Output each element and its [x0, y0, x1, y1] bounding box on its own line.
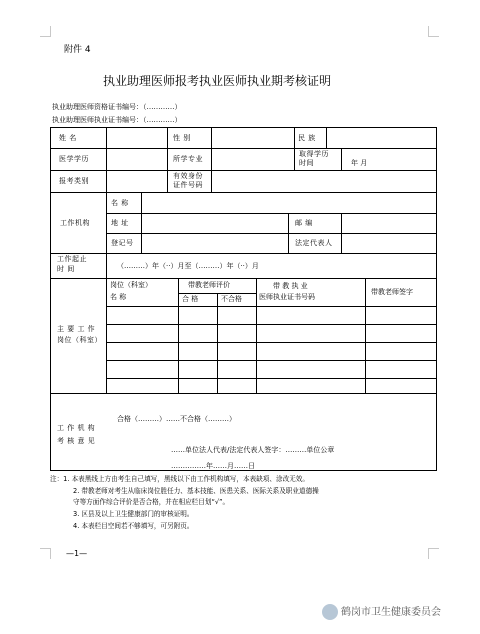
label-org-registration: 登记号: [111, 239, 134, 247]
opinion-date: ……………年……月……日: [171, 462, 255, 470]
opinion-signature: ……单位法人代表/法定代表人签字：………单位公章: [171, 446, 335, 454]
work-period-value: （………）年（··）月至（………）年（··）月: [117, 262, 259, 270]
note-1: 2. 带教老师对考生从临床岗位胜任力、基本技能、医患关系、医际关系及职业道德操: [73, 487, 319, 495]
assessment-table: [50, 127, 437, 471]
note-2: 3. 区县及以上卫生健康部门的审核证明。: [73, 510, 194, 518]
col-post-2: 名 称: [110, 293, 127, 301]
grad-year-month: 年 月: [351, 159, 368, 167]
crop-mark-bottom-right: [428, 548, 439, 559]
crop-mark-top-right: [428, 26, 439, 37]
opinion-pass-fail: 合格（………）……不合格（………）: [117, 415, 236, 423]
label-gender: 性 别: [173, 134, 191, 142]
label-org-postcode: 邮 编: [295, 219, 313, 227]
qualification-cert-line: 执业助理医师资格证书编号：（…………）: [52, 103, 182, 111]
label-exam-category: 报考类别: [59, 177, 89, 185]
page-number: —1—: [66, 549, 88, 558]
watermark-logo: [322, 603, 441, 620]
col-cert-1: 带 教 执 业: [273, 282, 308, 290]
crop-mark-top-left: [40, 26, 51, 37]
note-0: 注：1. 本表黑线上方由考生自己填写，黑线以下由工作机构填写，本表缺项、涂改无效。: [50, 475, 309, 483]
document-title: 执业助理医师报考执业医师执业期考核证明: [103, 74, 332, 88]
note-1b: 守等方面作综合评价是否合格，并在相应栏目划“√”。: [73, 498, 230, 506]
practice-cert-line: 执业助理医师执业证书编号：（…………）: [52, 116, 182, 124]
col-teacher-eval: 带教老师评价: [188, 281, 230, 289]
label-grad-time-1: 取得学历: [299, 150, 329, 158]
label-major: 所学专业: [173, 155, 203, 163]
attachment-label: 附件 4: [64, 45, 91, 55]
crop-mark-bottom-left: [40, 548, 51, 559]
label-org-legal-rep: 法定代表人: [295, 239, 333, 247]
label-main-work-2: 岗位（科室）: [57, 336, 102, 344]
label-id-number-1: 有效身份: [173, 172, 203, 180]
watermark-text: 鹤岗市卫生健康委员会: [341, 607, 441, 618]
label-grad-time-2: 时间: [299, 159, 314, 167]
col-teacher-sign: 带教老师签字: [371, 288, 413, 296]
label-name: 姓 名: [59, 134, 77, 142]
col-cert-2: 医师执业证书号码: [259, 293, 315, 301]
label-main-work-1: 主 要 工 作: [57, 325, 96, 333]
label-ethnic: 民 族: [298, 134, 316, 142]
label-education: 医学学历: [59, 155, 89, 163]
label-work-period-2: 时 间: [57, 265, 75, 273]
label-opinion-2: 考 核 意 见: [57, 437, 96, 445]
label-org-name: 名 称: [111, 199, 129, 207]
label-id-number-2: 证件号码: [173, 181, 203, 189]
col-fail: 不合格: [221, 295, 242, 303]
col-pass: 合 格: [182, 295, 199, 303]
label-org-address: 地 址: [111, 219, 129, 227]
label-work-organization: 工作机构: [60, 219, 90, 227]
note-3: 4. 本表栏目空间若不够填写，可另附页。: [73, 522, 194, 530]
account-avatar-icon: [322, 604, 338, 620]
label-opinion-1: 工 作 机 构: [57, 424, 96, 432]
label-work-period-1: 工作起止: [57, 255, 87, 263]
col-post-1: 岗位（科室）: [110, 281, 152, 289]
